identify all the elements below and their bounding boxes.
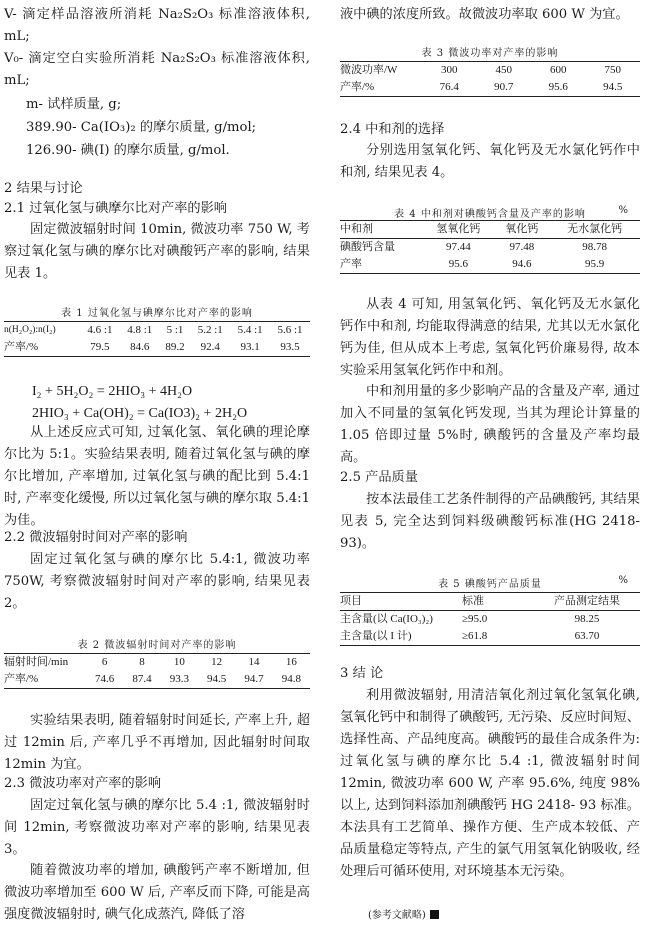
table-4-header: 氧化钙 <box>495 221 550 239</box>
table-1-cell: 5.6 :1 <box>270 322 310 340</box>
section-2-3-paragraph: 固定过氧化氢与碘的摩尔比 5.4 :1, 微波辐射时间 12min, 考察微波功率对产率的影响, 结果见表 3。 <box>4 798 310 857</box>
table-3-cell: 90.7 <box>477 79 532 97</box>
table-2-row-time <box>4 654 310 672</box>
table-5-unit: % <box>618 575 628 586</box>
table-2 <box>4 653 310 689</box>
table-2-row-label: 产率/% <box>4 671 86 689</box>
table-4-cell: 碘酸钙含量 <box>340 241 395 253</box>
table-4-caption-text: 表 4 中和剂对碘酸钙含量及产率的影响 <box>394 209 586 220</box>
table-4-cell: 95.6 <box>422 256 495 274</box>
table-4-row <box>340 239 640 257</box>
definition-v: V- 滴定样品溶液所消耗 Na₂S₂O₃ 标准溶液体积, mL; <box>4 7 310 44</box>
table-2-cell: 12 <box>198 654 235 672</box>
section-2-2-paragraph: 固定过氧化氢与碘的摩尔比 5.4:1, 微波功率750W, 考察微波辐射时间对产率的影响, 结果见表 2。 <box>4 552 310 611</box>
table-2-cell: 94.5 <box>198 671 235 689</box>
table-5-caption-text: 表 5 碘酸钙产品质量 <box>438 579 542 590</box>
table-1-row-label: 产率/% <box>4 339 80 357</box>
paragraph-after-table-2: 实验结果表明, 随着辐射时间延长, 产率上升, 超过 12min 后, 产率几乎不再增加, 因此辐射时间取 12min 为宜。 <box>4 713 310 772</box>
table-3-cell: 300 <box>422 62 477 80</box>
table-5-row <box>340 628 640 646</box>
table-1-cell: 5 :1 <box>160 322 191 340</box>
section-2-3-paragraph-2: 随着微波功率的增加, 碘酸钙产率不断增加, 但微波功率增加至 600 W 后, 产率反而下降, 可能是高强度微波辐射时, 碘气化成蒸汽, 降低了溶 <box>4 863 310 922</box>
section-2-2-title: 2.2 微波辐射时间对产率的影响 <box>4 530 188 545</box>
continued-paragraph: 液中碘的浓度所致。故微波功率取 600 W 为宜。 <box>340 7 629 22</box>
table-5-row <box>340 611 640 629</box>
table-2-cell: 87.4 <box>123 671 160 689</box>
paragraph-neutralizer-amount: 中和剂用量的多少影响产品的含量及产率, 通过加入不同量的氢氧化钙发现, 当其为理论计算量的 1.05 倍即过量 5%时, 碘酸钙的含量及产率均最高。 <box>340 384 640 465</box>
definition-m: m- 试样质量, g; <box>26 97 122 112</box>
table-4-row <box>340 256 640 274</box>
table-2-cell: 93.3 <box>161 671 198 689</box>
section-2-4-title: 2.4 中和剂的选择 <box>340 122 445 137</box>
table-5-cell: ≥61.8 <box>458 628 534 646</box>
table-5-cell: 98.25 <box>574 613 600 625</box>
table-1-cell: 84.6 <box>120 339 160 357</box>
references-footnote <box>368 906 439 921</box>
section-2-4-paragraph: 分别选用氢氧化钙、氧化钙及无水氯化钙作中和剂, 结果见表 4。 <box>340 143 640 180</box>
table-4-cell: 97.44 <box>445 241 471 253</box>
table-5 <box>340 592 640 646</box>
table-1-cell: 89.2 <box>160 339 191 357</box>
definition-v0: V₀- 滴定空白实验所消耗 Na₂S₂O₃ 标准溶液体积, mL; <box>4 51 310 88</box>
table-2-cell: 14 <box>235 654 272 672</box>
table-3 <box>340 61 640 97</box>
table-4-header: 中和剂 <box>340 221 422 239</box>
table-4-header: 氢氧化钙 <box>422 221 495 239</box>
table-4-cell: 95.9 <box>549 256 640 274</box>
table-4-header: 无水氯化钙 <box>549 221 640 239</box>
table-2-cell: 74.6 <box>86 671 123 689</box>
table-1-cell: 92.4 <box>190 339 230 357</box>
table-1-cell: 93.5 <box>270 339 310 357</box>
table-5-cell: 主含量(以 I 计) <box>340 628 458 646</box>
table-5-cell: 63.70 <box>534 628 640 646</box>
table-1-row-label: n(H₂O₂):n(I₂) <box>4 322 80 340</box>
section-2-title: 2 结果与讨论 <box>4 181 83 196</box>
table-2-cell: 8 <box>123 654 160 672</box>
table-3-cell: 600 <box>531 62 586 80</box>
table-4-cell: 98.78 <box>582 241 607 253</box>
table-2-caption: 表 2 微波辐射时间对产率的影响 <box>77 640 237 651</box>
equation-2: 2HIO₃ + Ca(OH)₂ = Ca(IO3)₂ + 2H₂O <box>32 406 248 421</box>
table-2-cell: 94.7 <box>235 671 272 689</box>
table-5-header: 项目 <box>340 593 458 611</box>
table-5-cell: 主含量(以 Ca(IO₃)₂) <box>340 613 433 625</box>
section-2-1-paragraph: 固定微波辐射时间 10min, 微波功率 750 W, 考察过氧化氢与碘的摩尔比对碘酸钙产率的影响, 结果见表 1。 <box>4 222 310 281</box>
section-2-5-paragraph: 按本法最佳工艺条件制得的产品碘酸钙, 其结果见表 5, 完全达到饲料级碘酸钙标准(HG 2418- 93)。 <box>340 492 640 551</box>
end-mark-icon <box>430 910 439 919</box>
table-2-cell: 10 <box>161 654 198 672</box>
table-4-unit: % <box>618 205 628 216</box>
section-3-title: 3 结 论 <box>340 666 384 681</box>
table-3-cell: 76.4 <box>422 79 477 97</box>
table-4 <box>340 220 640 274</box>
table-1-row-yield <box>4 339 310 357</box>
paragraph-after-table-4: 从表 4 可知, 用氢氧化钙、氧化钙及无水氯化钙作中和剂, 均能取得满意的结果, 尤其以无水氯化钙为佳, 但从成本上考虑, 氢氧化钙价廉易得, 故本实验采用氢氧化钙作中和剂。 <box>340 297 640 378</box>
table-3-cell: 95.6 <box>531 79 586 97</box>
table-1-cell: 4.8 :1 <box>120 322 160 340</box>
table-4-caption <box>340 205 640 220</box>
table-1-cell: 93.1 <box>230 339 270 357</box>
table-1-cell: 5.4 :1 <box>230 322 270 340</box>
table-1 <box>4 321 310 357</box>
table-5-cell: ≥95.0 <box>462 613 488 625</box>
table-5-header: 产品测定结果 <box>534 593 640 611</box>
table-3-caption: 表 3 微波功率对产率的影响 <box>421 48 559 59</box>
table-4-cell: 产率 <box>340 256 422 274</box>
table-5-header-row <box>340 593 640 611</box>
section-3-paragraph: 利用微波辐射, 用清洁氧化剂过氧化氢氧化碘, 氢氧化钙中和制得了碘酸钙, 无污染、反应时间短、选择性高、产品纯度高。碘酸钙的最佳合成条件为: 过氧化氢与碘的摩尔比 5.4 :1, 微波辐射时间 12min, 微波功率 600 W, 产率 95.6%, 纯度 98% 以上, 达到饲料添加剂碘酸钙 HG 2418- 93 标准。本法具有工艺简单、操作方便、生产成本较低、产品质量稳定等特点, 产生的氯气用氢氧化钠吸收, 经处理后可循环使用, 对环境基本无污染。 <box>340 688 640 879</box>
section-2-5-title: 2.5 产品质量 <box>340 470 418 485</box>
equation-1: I₂ + 5H₂O₂ = 2HIO₃ + 4H₂O <box>32 384 193 399</box>
definition-molar-i: 126.90- 碘(I) 的摩尔质量, g/mol. <box>26 143 230 158</box>
table-3-row-label: 微波功率/W <box>340 62 422 80</box>
table-1-caption: 表 1 过氧化氢与碘摩尔比对产率的影响 <box>61 308 253 319</box>
table-4-cell: 94.6 <box>495 256 550 274</box>
table-3-row-yield <box>340 79 640 97</box>
table-5-header: 标准 <box>458 593 534 611</box>
table-1-cell: 5.2 :1 <box>190 322 230 340</box>
table-5-caption <box>340 575 640 590</box>
table-3-cell: 750 <box>586 62 641 80</box>
table-2-row-yield <box>4 671 310 689</box>
table-3-cell: 450 <box>477 62 532 80</box>
table-1-row-ratio <box>4 322 310 340</box>
table-1-cell: 79.5 <box>80 339 120 357</box>
table-3-row-power <box>340 62 640 80</box>
table-2-cell: 6 <box>86 654 123 672</box>
section-2-3-title: 2.3 微波功率对产率的影响 <box>4 776 162 791</box>
references-omitted-text: (参考文献略) <box>368 910 426 921</box>
table-1-cell: 4.6 :1 <box>80 322 120 340</box>
table-2-cell: 94.8 <box>273 671 310 689</box>
table-2-row-label: 辐射时间/min <box>4 654 86 672</box>
section-2-1-title: 2.1 过氧化氢与碘摩尔比对产率的影响 <box>4 201 227 216</box>
table-3-cell: 94.5 <box>586 79 641 97</box>
paragraph-after-equations: 从上述反应式可知, 过氧化氢、氧化碘的理论摩尔比为 5:1。实验结果表明, 随着过氧化氢与碘的摩尔比增加, 产率增加, 过氧化氢与碘的配比到 5.4:1 时, 产率变化缓慢, 所以过氧化氢与碘的摩尔取 5.4:1 为佳。 <box>4 425 310 528</box>
table-2-cell: 16 <box>273 654 310 672</box>
table-4-header-row <box>340 221 640 239</box>
table-3-row-label: 产率/% <box>340 79 422 97</box>
definition-molar-cai: 389.90- Ca(IO₃)₂ 的摩尔质量, g/mol; <box>26 120 257 135</box>
table-4-cell: 97.48 <box>509 241 535 253</box>
